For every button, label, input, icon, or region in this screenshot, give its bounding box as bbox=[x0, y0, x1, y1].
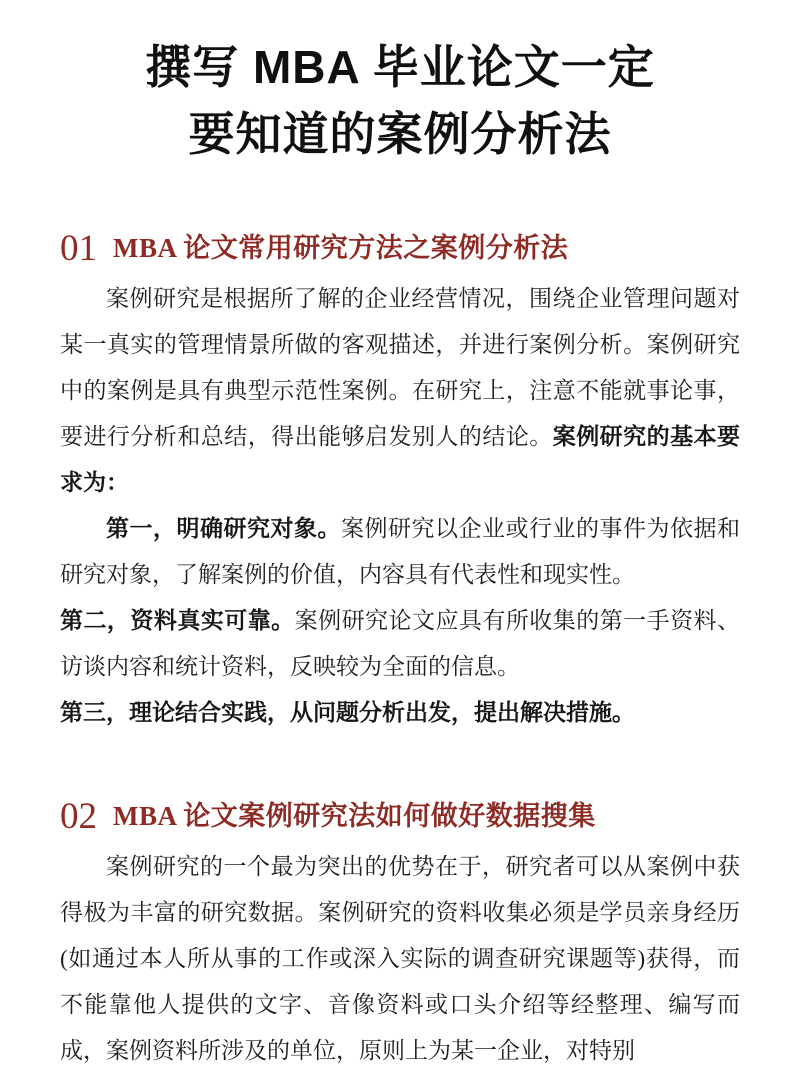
point-2-text: 案例研究论文应具有所收集的第一手资料、访谈内容和统计资料，反映较为全面的信息。 bbox=[60, 608, 741, 679]
intro-text: 案例研究是根据所了解的企业经营情况，围绕企业管理问题对某一真实的管理情景所做的客观描述，并进行案例分析。案例研究中的案例是具有典型示范性案例。在研究上，注意不能就事论事，要进行分析和总结，得出能够启发别人的结论。 bbox=[60, 286, 740, 449]
intro-bold-text: 案例研究的基本要求为： bbox=[60, 424, 741, 495]
point-3-lead: 第三，理论结合实践，从问题分析出发，提出解决措施。 bbox=[60, 700, 635, 725]
paragraph-point-2 bbox=[60, 598, 740, 690]
section-title-02: MBA 论文案例研究法如何做好数据搜集 bbox=[113, 801, 596, 831]
section-heading-02 bbox=[60, 794, 740, 838]
paragraph-point-3 bbox=[60, 690, 740, 736]
document-title-line-1: 撰写 MBA 毕业论文一定 bbox=[145, 41, 655, 93]
paragraph-intro-section-02 bbox=[60, 844, 740, 1067]
section-title-01: MBA 论文常用研究方法之案例分析法 bbox=[113, 233, 569, 263]
section-02-intro-text: 案例研究的一个最为突出的优势在于，研究者可以从案例中获得极为丰富的研究数据。案例研究的资料收集必须是学员亲身经历(如通过本人所从事的工作或深入实际的调查研究课题等)获得，而不能靠他人提供的文字、音像资料或口头介绍等经整理、编写而成，案例资料所涉及的单位，原则上为某一企业，对特别 bbox=[60, 854, 740, 1063]
point-1-text: 案例研究以企业或行业的事件为依据和研究对象，了解案例的价值，内容具有代表性和现实性。 bbox=[60, 516, 740, 587]
section-number-02: 02 bbox=[60, 796, 97, 837]
point-1-lead: 第一，明确研究对象。 bbox=[106, 516, 341, 541]
section-heading-01 bbox=[60, 226, 740, 270]
document-title-line-2: 要知道的案例分析法 bbox=[188, 108, 612, 160]
section-02-text bbox=[60, 844, 740, 1067]
paragraph-intro-section-01 bbox=[60, 276, 740, 506]
document-title bbox=[0, 34, 800, 168]
section-01-text bbox=[60, 276, 740, 736]
section-number-01: 01 bbox=[60, 228, 97, 269]
paragraph-point-1 bbox=[60, 506, 740, 598]
point-2-lead: 第二，资料真实可靠。 bbox=[60, 608, 295, 633]
document-body bbox=[0, 226, 800, 1067]
